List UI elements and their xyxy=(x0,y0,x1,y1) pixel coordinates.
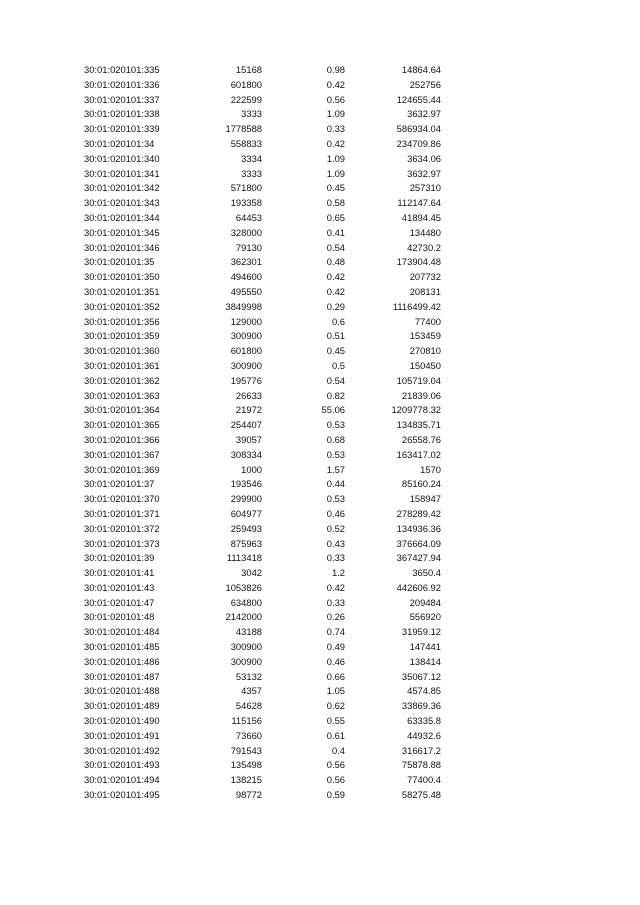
cadastral-number-cell: 30:01:020101:370 xyxy=(84,493,160,505)
amount-cell: 3632.97 xyxy=(407,108,441,120)
cadastral-number-cell: 30:01:020101:37 xyxy=(84,478,155,490)
rate-cell: 0.54 xyxy=(326,374,345,386)
cadastral-number-cell: 30:01:020101:369 xyxy=(84,463,160,475)
quantity-cell: 494600 xyxy=(230,271,262,283)
table-row xyxy=(0,744,640,759)
cadastral-number-cell: 30:01:020101:341 xyxy=(84,167,160,179)
cadastral-number-cell: 30:01:020101:338 xyxy=(84,108,160,120)
amount-cell: 134480 xyxy=(409,226,441,238)
quantity-cell: 115156 xyxy=(231,715,262,727)
table-row xyxy=(0,93,640,108)
rate-cell: 0.33 xyxy=(326,596,345,608)
rate-cell: 0.46 xyxy=(326,655,345,667)
table-row xyxy=(0,670,640,685)
cadastral-number-cell: 30:01:020101:488 xyxy=(84,685,160,697)
cadastral-number-cell: 30:01:020101:365 xyxy=(84,419,160,431)
table-row xyxy=(0,181,640,196)
rate-cell: 0.65 xyxy=(326,211,345,223)
amount-cell: 316617.2 xyxy=(401,744,441,756)
rate-cell: 0.41 xyxy=(326,226,345,238)
rate-cell: 1.09 xyxy=(326,152,345,164)
rate-cell: 0.61 xyxy=(326,729,345,741)
rate-cell: 1.2 xyxy=(331,567,345,579)
amount-cell: 278289.42 xyxy=(396,507,441,519)
table-row xyxy=(0,167,640,182)
cadastral-number-cell: 30:01:020101:34 xyxy=(84,137,155,149)
amount-cell: 58275.48 xyxy=(401,789,441,801)
table-row xyxy=(0,63,640,78)
rate-cell: 0.49 xyxy=(326,641,345,653)
table-row xyxy=(0,285,640,300)
table-row xyxy=(0,152,640,167)
cadastral-number-cell: 30:01:020101:48 xyxy=(84,611,155,623)
rate-cell: 0.5 xyxy=(331,359,345,371)
quantity-cell: 362301 xyxy=(230,256,262,268)
rate-cell: 55.06 xyxy=(321,404,345,416)
amount-cell: 63335.8 xyxy=(407,715,441,727)
amount-cell: 3632.97 xyxy=(407,167,441,179)
quantity-cell: 571800 xyxy=(230,182,262,194)
rate-cell: 0.45 xyxy=(326,345,345,357)
cadastral-number-cell: 30:01:020101:360 xyxy=(84,345,160,357)
table-row xyxy=(0,78,640,93)
quantity-cell: 3849998 xyxy=(225,300,262,312)
cadastral-number-cell: 30:01:020101:362 xyxy=(84,374,160,386)
quantity-cell: 73660 xyxy=(235,729,262,741)
cadastral-number-cell: 30:01:020101:350 xyxy=(84,271,160,283)
table-row xyxy=(0,758,640,773)
amount-cell: 252756 xyxy=(409,78,441,90)
quantity-cell: 53132 xyxy=(235,670,262,682)
cadastral-number-cell: 30:01:020101:367 xyxy=(84,448,160,460)
table-row xyxy=(0,300,640,315)
table-row xyxy=(0,684,640,699)
rate-cell: 0.42 xyxy=(326,78,345,90)
rate-cell: 0.68 xyxy=(326,433,345,445)
quantity-cell: 195776 xyxy=(230,374,262,386)
rate-cell: 0.82 xyxy=(326,389,345,401)
cadastral-number-cell: 30:01:020101:351 xyxy=(84,285,160,297)
quantity-cell: 26633 xyxy=(235,389,262,401)
amount-cell: 14864.64 xyxy=(401,64,441,75)
cadastral-number-cell: 30:01:020101:356 xyxy=(84,315,160,327)
quantity-cell: 2142000 xyxy=(225,611,262,623)
rate-cell: 0.48 xyxy=(326,256,345,268)
table-row xyxy=(0,477,640,492)
table-row xyxy=(0,729,640,744)
amount-cell: 77400.4 xyxy=(407,774,441,786)
quantity-cell: 791543 xyxy=(230,744,262,756)
cadastral-number-cell: 30:01:020101:39 xyxy=(84,552,155,564)
table-row xyxy=(0,610,640,625)
quantity-cell: 138215 xyxy=(230,774,262,786)
rate-cell: 0.42 xyxy=(326,285,345,297)
table-row xyxy=(0,270,640,285)
table-row xyxy=(0,788,640,803)
quantity-cell: 308334 xyxy=(230,448,262,460)
amount-cell: 26558.76 xyxy=(401,433,441,445)
quantity-cell: 1000 xyxy=(241,463,262,475)
amount-cell: 147441 xyxy=(409,641,441,653)
amount-cell: 41894.45 xyxy=(401,211,441,223)
table-row xyxy=(0,418,640,433)
cadastral-number-cell: 30:01:020101:346 xyxy=(84,241,160,253)
quantity-cell: 300900 xyxy=(230,655,262,667)
table-row xyxy=(0,522,640,537)
cadastral-number-cell: 30:01:020101:372 xyxy=(84,522,160,534)
quantity-cell: 43188 xyxy=(235,626,262,638)
table-row xyxy=(0,492,640,507)
table-row xyxy=(0,315,640,330)
cadastral-number-cell: 30:01:020101:366 xyxy=(84,433,160,445)
rate-cell: 0.54 xyxy=(326,241,345,253)
table-row xyxy=(0,241,640,256)
rate-cell: 0.58 xyxy=(326,197,345,209)
table-row xyxy=(0,625,640,640)
quantity-cell: 601800 xyxy=(230,345,262,357)
cadastral-number-cell: 30:01:020101:491 xyxy=(84,729,160,741)
rate-cell: 0.66 xyxy=(326,670,345,682)
amount-cell: 209484 xyxy=(409,596,441,608)
amount-cell: 270810 xyxy=(409,345,441,357)
amount-cell: 153459 xyxy=(409,330,441,342)
amount-cell: 1209778.32 xyxy=(391,404,441,416)
rate-cell: 1.05 xyxy=(326,685,345,697)
quantity-cell: 604977 xyxy=(230,507,262,519)
amount-cell: 31959.12 xyxy=(401,626,441,638)
quantity-cell: 15168 xyxy=(235,64,262,75)
cadastral-number-cell: 30:01:020101:489 xyxy=(84,700,160,712)
spreadsheet-page xyxy=(0,63,640,803)
quantity-cell: 1053826 xyxy=(225,581,262,593)
table-row xyxy=(0,196,640,211)
amount-cell: 3634.06 xyxy=(407,152,441,164)
cadastral-number-cell: 30:01:020101:485 xyxy=(84,641,160,653)
quantity-cell: 601800 xyxy=(230,78,262,90)
rate-cell: 0.29 xyxy=(326,300,345,312)
rate-cell: 0.42 xyxy=(326,137,345,149)
rate-cell: 0.4 xyxy=(331,744,345,756)
quantity-cell: 3042 xyxy=(241,567,262,579)
quantity-cell: 328000 xyxy=(230,226,262,238)
table-row xyxy=(0,655,640,670)
rate-cell: 0.26 xyxy=(326,611,345,623)
table-row xyxy=(0,226,640,241)
amount-cell: 367427.94 xyxy=(396,552,441,564)
amount-cell: 173904.48 xyxy=(396,256,441,268)
quantity-cell: 300900 xyxy=(230,641,262,653)
amount-cell: 85160.24 xyxy=(401,478,441,490)
amount-cell: 77400 xyxy=(414,315,441,327)
rate-cell: 0.43 xyxy=(326,537,345,549)
cadastral-number-cell: 30:01:020101:47 xyxy=(84,596,155,608)
quantity-cell: 135498 xyxy=(230,759,262,771)
amount-cell: 163417.02 xyxy=(396,448,441,460)
rate-cell: 1.09 xyxy=(326,167,345,179)
quantity-cell: 3333 xyxy=(241,167,262,179)
table-row xyxy=(0,566,640,581)
cadastral-number-cell: 30:01:020101:486 xyxy=(84,655,160,667)
table-row xyxy=(0,344,640,359)
rate-cell: 0.56 xyxy=(326,759,345,771)
cadastral-number-cell: 30:01:020101:339 xyxy=(84,123,160,135)
quantity-cell: 3333 xyxy=(241,108,262,120)
rate-cell: 0.53 xyxy=(326,419,345,431)
cadastral-number-cell: 30:01:020101:336 xyxy=(84,78,160,90)
table-row xyxy=(0,640,640,655)
rate-cell: 0.33 xyxy=(326,552,345,564)
cadastral-number-cell: 30:01:020101:487 xyxy=(84,670,160,682)
rate-cell: 0.55 xyxy=(326,715,345,727)
cadastral-number-cell: 30:01:020101:345 xyxy=(84,226,160,238)
table-row xyxy=(0,551,640,566)
table-row xyxy=(0,699,640,714)
cadastral-number-cell: 30:01:020101:490 xyxy=(84,715,160,727)
rate-cell: 1.09 xyxy=(326,108,345,120)
amount-cell: 556920 xyxy=(409,611,441,623)
rate-cell: 0.56 xyxy=(326,774,345,786)
amount-cell: 134835.71 xyxy=(396,419,441,431)
quantity-cell: 79130 xyxy=(235,241,262,253)
rate-cell: 0.52 xyxy=(326,522,345,534)
rate-cell: 0.56 xyxy=(326,93,345,105)
rate-cell: 0.53 xyxy=(326,448,345,460)
cadastral-number-cell: 30:01:020101:43 xyxy=(84,581,155,593)
amount-cell: 33869.36 xyxy=(401,700,441,712)
amount-cell: 208131 xyxy=(409,285,441,297)
cadastral-number-cell: 30:01:020101:364 xyxy=(84,404,160,416)
rate-cell: 0.46 xyxy=(326,507,345,519)
table-row xyxy=(0,255,640,270)
quantity-cell: 300900 xyxy=(230,330,262,342)
amount-cell: 35067.12 xyxy=(401,670,441,682)
cadastral-number-cell: 30:01:020101:495 xyxy=(84,789,160,801)
table-row xyxy=(0,773,640,788)
cadastral-number-cell: 30:01:020101:363 xyxy=(84,389,160,401)
amount-cell: 4574.85 xyxy=(407,685,441,697)
cadastral-number-cell: 30:01:020101:352 xyxy=(84,300,160,312)
table-row xyxy=(0,581,640,596)
amount-cell: 124655.44 xyxy=(396,93,441,105)
cadastral-number-cell: 30:01:020101:344 xyxy=(84,211,160,223)
cadastral-number-cell: 30:01:020101:41 xyxy=(84,567,155,579)
rate-cell: 0.59 xyxy=(326,789,345,801)
quantity-cell: 495550 xyxy=(230,285,262,297)
amount-cell: 105719.04 xyxy=(396,374,441,386)
table-row xyxy=(0,463,640,478)
quantity-cell: 193358 xyxy=(230,197,262,209)
quantity-cell: 300900 xyxy=(230,359,262,371)
quantity-cell: 558833 xyxy=(230,137,262,149)
rate-cell: 0.42 xyxy=(326,271,345,283)
table-row xyxy=(0,433,640,448)
amount-cell: 21839.06 xyxy=(401,389,441,401)
rate-cell: 0.45 xyxy=(326,182,345,194)
quantity-cell: 299900 xyxy=(230,493,262,505)
amount-cell: 234709.86 xyxy=(396,137,441,149)
quantity-cell: 222599 xyxy=(230,93,262,105)
amount-cell: 112147.64 xyxy=(397,197,441,209)
table-row xyxy=(0,403,640,418)
amount-cell: 44932.6 xyxy=(407,729,441,741)
quantity-cell: 129000 xyxy=(230,315,262,327)
amount-cell: 586934.04 xyxy=(396,123,441,135)
amount-cell: 3650.4 xyxy=(412,567,441,579)
cadastral-number-cell: 30:01:020101:35 xyxy=(84,256,155,268)
amount-cell: 158947 xyxy=(409,493,441,505)
table-row xyxy=(0,122,640,137)
cadastral-number-cell: 30:01:020101:335 xyxy=(84,64,160,75)
quantity-cell: 1778588 xyxy=(225,123,262,135)
cadastral-number-cell: 30:01:020101:484 xyxy=(84,626,160,638)
rate-cell: 0.53 xyxy=(326,493,345,505)
amount-cell: 442606.92 xyxy=(396,581,441,593)
quantity-cell: 64453 xyxy=(235,211,262,223)
cadastral-number-cell: 30:01:020101:493 xyxy=(84,759,160,771)
quantity-cell: 1113418 xyxy=(226,552,262,564)
amount-cell: 75878.88 xyxy=(401,759,441,771)
quantity-cell: 254407 xyxy=(230,419,262,431)
quantity-cell: 875963 xyxy=(230,537,262,549)
rate-cell: 0.62 xyxy=(326,700,345,712)
cadastral-number-cell: 30:01:020101:342 xyxy=(84,182,160,194)
cadastral-number-cell: 30:01:020101:343 xyxy=(84,197,160,209)
amount-cell: 1116499.42 xyxy=(392,300,441,312)
rate-cell: 0.44 xyxy=(326,478,345,490)
table-row xyxy=(0,374,640,389)
amount-cell: 138414 xyxy=(409,655,441,667)
amount-cell: 207732 xyxy=(409,271,441,283)
cadastral-number-cell: 30:01:020101:361 xyxy=(84,359,160,371)
amount-cell: 1570 xyxy=(420,463,441,475)
cadastral-number-cell: 30:01:020101:494 xyxy=(84,774,160,786)
table-row xyxy=(0,714,640,729)
quantity-cell: 259493 xyxy=(230,522,262,534)
cadastral-number-cell: 30:01:020101:340 xyxy=(84,152,160,164)
table-row xyxy=(0,448,640,463)
rate-cell: 0.33 xyxy=(326,123,345,135)
cadastral-number-cell: 30:01:020101:371 xyxy=(84,507,160,519)
cadastral-number-cell: 30:01:020101:492 xyxy=(84,744,160,756)
rate-cell: 0.51 xyxy=(326,330,345,342)
quantity-cell: 4357 xyxy=(241,685,262,697)
table-row xyxy=(0,359,640,374)
cadastral-number-cell: 30:01:020101:337 xyxy=(84,93,160,105)
rate-cell: 0.6 xyxy=(331,315,345,327)
table-row xyxy=(0,107,640,122)
quantity-cell: 39057 xyxy=(235,433,262,445)
amount-cell: 42730.2 xyxy=(407,241,441,253)
quantity-cell: 54628 xyxy=(235,700,262,712)
table-row xyxy=(0,596,640,611)
rate-cell: 0.98 xyxy=(326,64,345,75)
table-row xyxy=(0,211,640,226)
quantity-cell: 193546 xyxy=(230,478,262,490)
cadastral-number-cell: 30:01:020101:359 xyxy=(84,330,160,342)
quantity-cell: 21972 xyxy=(235,404,262,416)
amount-cell: 150450 xyxy=(409,359,441,371)
rate-cell: 1.57 xyxy=(326,463,345,475)
quantity-cell: 3334 xyxy=(241,152,262,164)
amount-cell: 134936.36 xyxy=(396,522,441,534)
quantity-cell: 98772 xyxy=(235,789,262,801)
quantity-cell: 634800 xyxy=(230,596,262,608)
table-row xyxy=(0,537,640,552)
cadastral-number-cell: 30:01:020101:373 xyxy=(84,537,160,549)
amount-cell: 376664.09 xyxy=(396,537,441,549)
amount-cell: 257310 xyxy=(409,182,441,194)
table-row xyxy=(0,507,640,522)
table-row xyxy=(0,137,640,152)
table-row xyxy=(0,329,640,344)
rate-cell: 0.74 xyxy=(326,626,345,638)
table-row xyxy=(0,389,640,404)
rate-cell: 0.42 xyxy=(326,581,345,593)
